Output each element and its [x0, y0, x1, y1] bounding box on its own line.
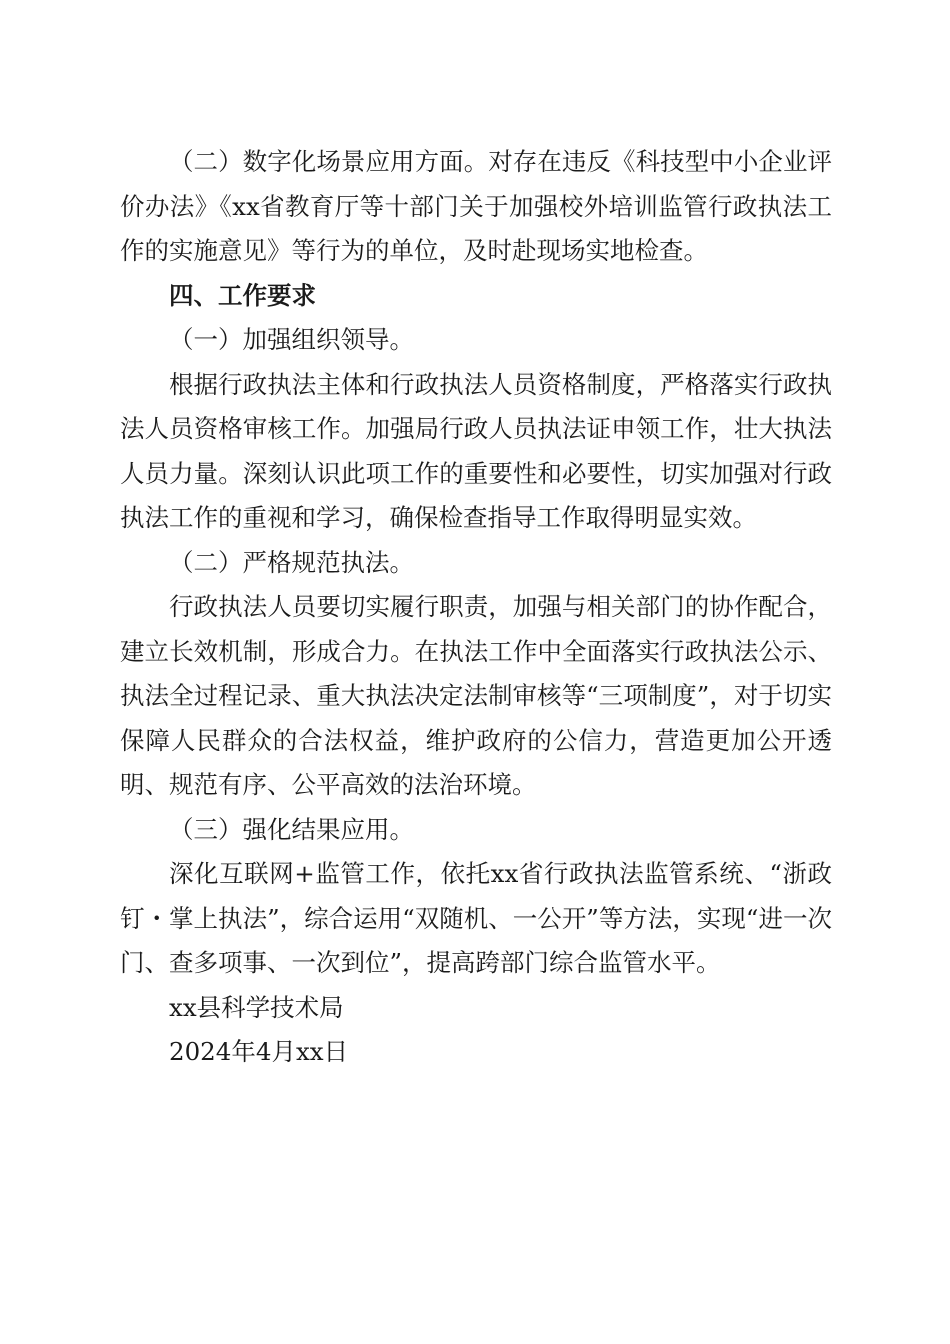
subheading-organization-leadership: （一）加强组织领导。	[169, 325, 414, 354]
subheading-result-application: （三）强化结果应用。	[169, 814, 414, 844]
subheading-standardize-enforcement: （二）严格规范执法。	[169, 547, 414, 577]
signature-organization: xx县科学技术局	[169, 992, 344, 1022]
paragraph-qualification-review: 根据行政执法主体和行政执法人员资格制度，严格落实行政执法人员资格审核工作。加强局行政人员执法证申领工作，壮大执法人员力量。深刻认识此项工作的重要性和必要性，切实加强对行政执法工作的重视和学习，确保检查指导工作取得明显实效。	[120, 369, 832, 532]
paragraph-internet-supervision: 深化互联网+监管工作，依托xx省行政执法监管系统、“浙政钉・掌上执法”，综合运用“双随机、一公开”等方法，实现“进一次门、查多项事、一次到位”，提高跨部门综合监管水平。	[120, 859, 832, 977]
paragraph-digital-scenario: （二）数字化场景应用方面。对存在违反《科技型中小企业评价办法》《xx省教育厅等十部门关于加强校外培训监管行政执法工作的实施意见》等行为的单位，及时赴现场实地检查。	[120, 147, 832, 265]
section-heading-work-requirements: 四、工作要求	[169, 280, 316, 310]
signature-date: 2024年4月xx日	[169, 1037, 349, 1066]
paragraph-three-systems: 行政执法人员要切实履行职责，加强与相关部门的协作配合，建立长效机制，形成合力。在执法工作中全面落实行政执法公示、执法全过程记录、重大执法决定法制审核等“三项制度”，对于切实保障人民群众的合法权益，维护政府的公信力，营造更加公开透明、规范有序、公平高效的法治环境。	[120, 592, 832, 799]
document-page	[120, 140, 832, 1075]
